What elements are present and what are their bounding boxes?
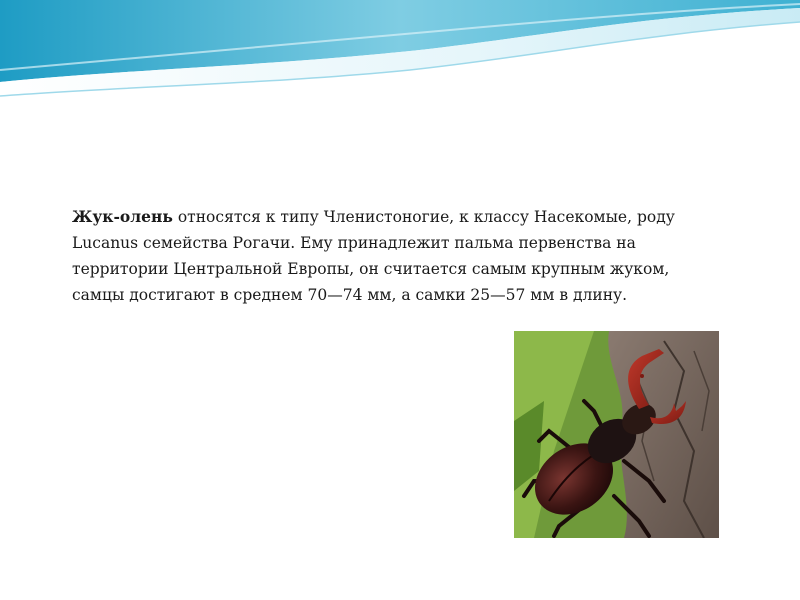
- term-heading: Жук-олень: [72, 207, 173, 226]
- description-paragraph: [72, 204, 722, 308]
- description-text: относятся к типу Членистоногие, к классу Насекомые, роду Lucanus семейства Рогачи. Ему принадлежит пальма первенства на территории Центральной Европы, он считается самым крупным жуком, самцы достигают в среднем 70—74 мм, а самки 25—57 мм в длину.: [72, 208, 675, 304]
- stag-beetle-photo: [514, 331, 719, 538]
- decorative-wave-header: [0, 0, 800, 110]
